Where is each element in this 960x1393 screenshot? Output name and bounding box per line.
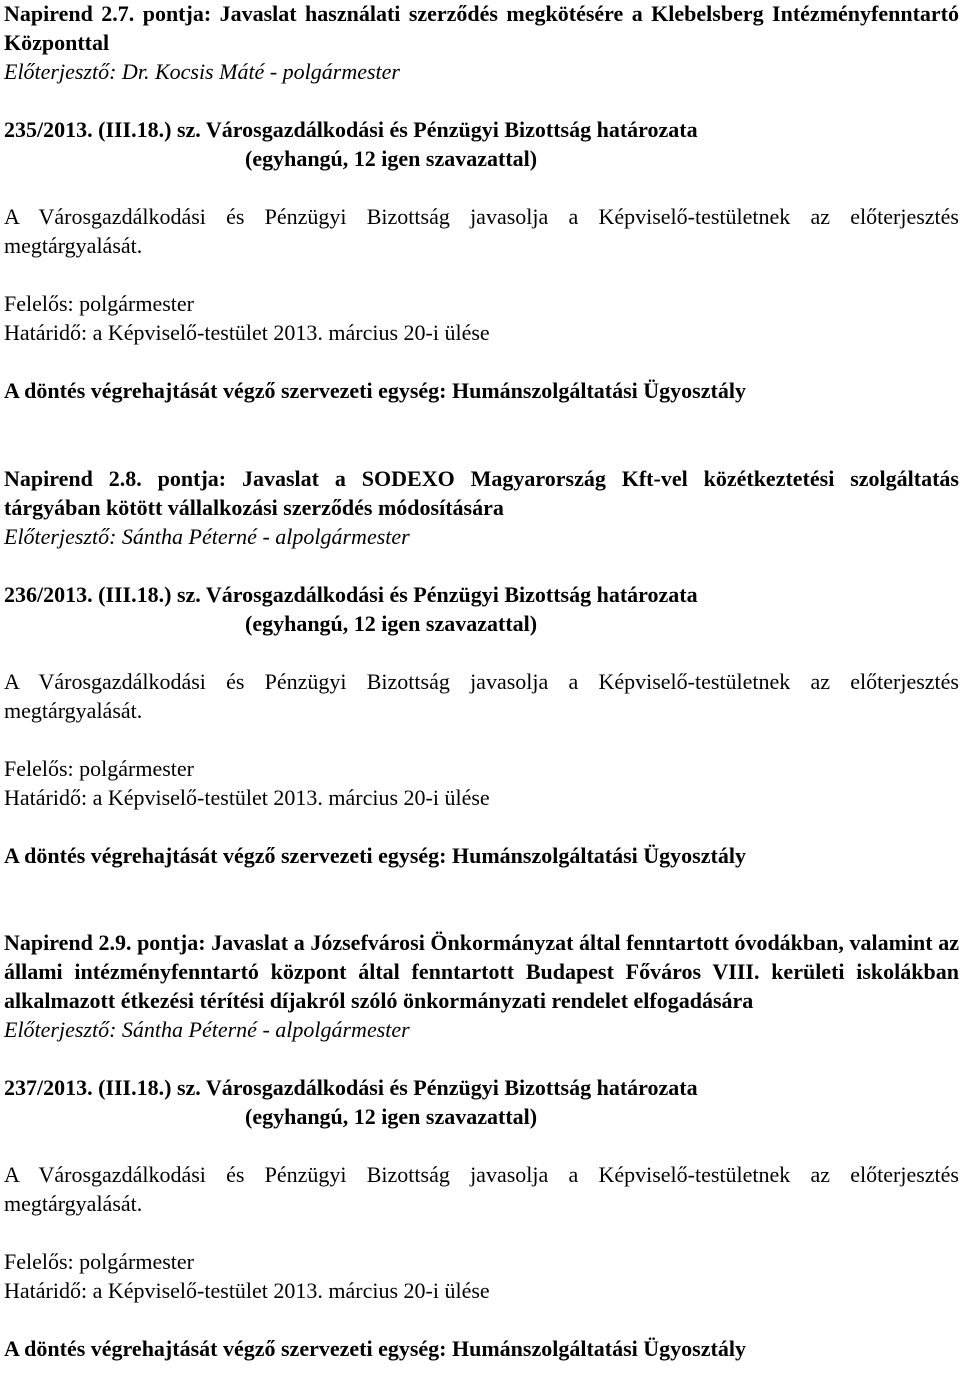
- agenda-title: Napirend 2.8. pontja: Javaslat a SODEXO Magyarország Kft-vel közétkeztetési szolgáltatás tárgyában kötött vállalkozási szerződés módosítására: [4, 466, 959, 520]
- executing-unit: A döntés végrehajtását végző szervezeti egység: Humánszolgáltatási Ügyosztály: [4, 1336, 746, 1361]
- responsible: Felelős: polgármester: [4, 1249, 195, 1274]
- resolution-number: 236/2013. (III.18.) sz. Városgazdálkodási és Pénzügyi Bizottság határozata: [4, 582, 698, 607]
- vote-result: (egyhangú, 12 igen szavazattal): [245, 611, 538, 636]
- deadline: Határidő: a Képviselő-testület 2013. március 20-i ülése: [4, 1278, 490, 1303]
- responsible: Felelős: polgármester: [4, 291, 195, 316]
- executing-unit: A döntés végrehajtását végző szervezeti egység: Humánszolgáltatási Ügyosztály: [4, 843, 746, 868]
- recommendation: A Városgazdálkodási és Pénzügyi Bizottság javasolja a Képviselő-testületnek az előterjesztés megtárgyalását.: [4, 204, 959, 258]
- vote-result: (egyhangú, 12 igen szavazattal): [245, 146, 538, 171]
- resolution-number: 235/2013. (III.18.) sz. Városgazdálkodási és Pénzügyi Bizottság határozata: [4, 117, 698, 142]
- vote-result: (egyhangú, 12 igen szavazattal): [245, 1104, 538, 1129]
- deadline: Határidő: a Képviselő-testület 2013. március 20-i ülése: [4, 320, 490, 345]
- recommendation: A Városgazdálkodási és Pénzügyi Bizottság javasolja a Képviselő-testületnek az előterjesztés megtárgyalását.: [4, 1162, 959, 1216]
- deadline: Határidő: a Képviselő-testület 2013. március 20-i ülése: [4, 785, 490, 810]
- agenda-item-2-9: [4, 928, 959, 1363]
- agenda-title: Napirend 2.9. pontja: Javaslat a Józsefvárosi Önkormányzat által fenntartott óvodákban, valamint az állami intézményfenntartó központ által fenntartott Budapest Főváros VIII. kerületi iskolákban alkalmazott étkezési térítési díjakról szóló önkormányzati rendelet elfogadására: [4, 930, 959, 1013]
- agenda-item-2-7: [4, 0, 959, 405]
- executing-unit: A döntés végrehajtását végző szervezeti egység: Humánszolgáltatási Ügyosztály: [4, 378, 746, 403]
- presenter: Előterjesztő: Sántha Péterné - alpolgármester: [4, 1017, 410, 1042]
- responsible: Felelős: polgármester: [4, 756, 195, 781]
- agenda-item-2-8: [4, 464, 959, 870]
- presenter: Előterjesztő: Dr. Kocsis Máté - polgármester: [4, 59, 400, 84]
- resolution-number: 237/2013. (III.18.) sz. Városgazdálkodási és Pénzügyi Bizottság határozata: [4, 1075, 698, 1100]
- recommendation: A Városgazdálkodási és Pénzügyi Bizottság javasolja a Képviselő-testületnek az előterjesztés megtárgyalását.: [4, 669, 959, 723]
- presenter: Előterjesztő: Sántha Péterné - alpolgármester: [4, 524, 410, 549]
- agenda-title: Napirend 2.7. pontja: Javaslat használati szerződés megkötésére a Klebelsberg Intézményfenntartó Központtal: [4, 1, 959, 55]
